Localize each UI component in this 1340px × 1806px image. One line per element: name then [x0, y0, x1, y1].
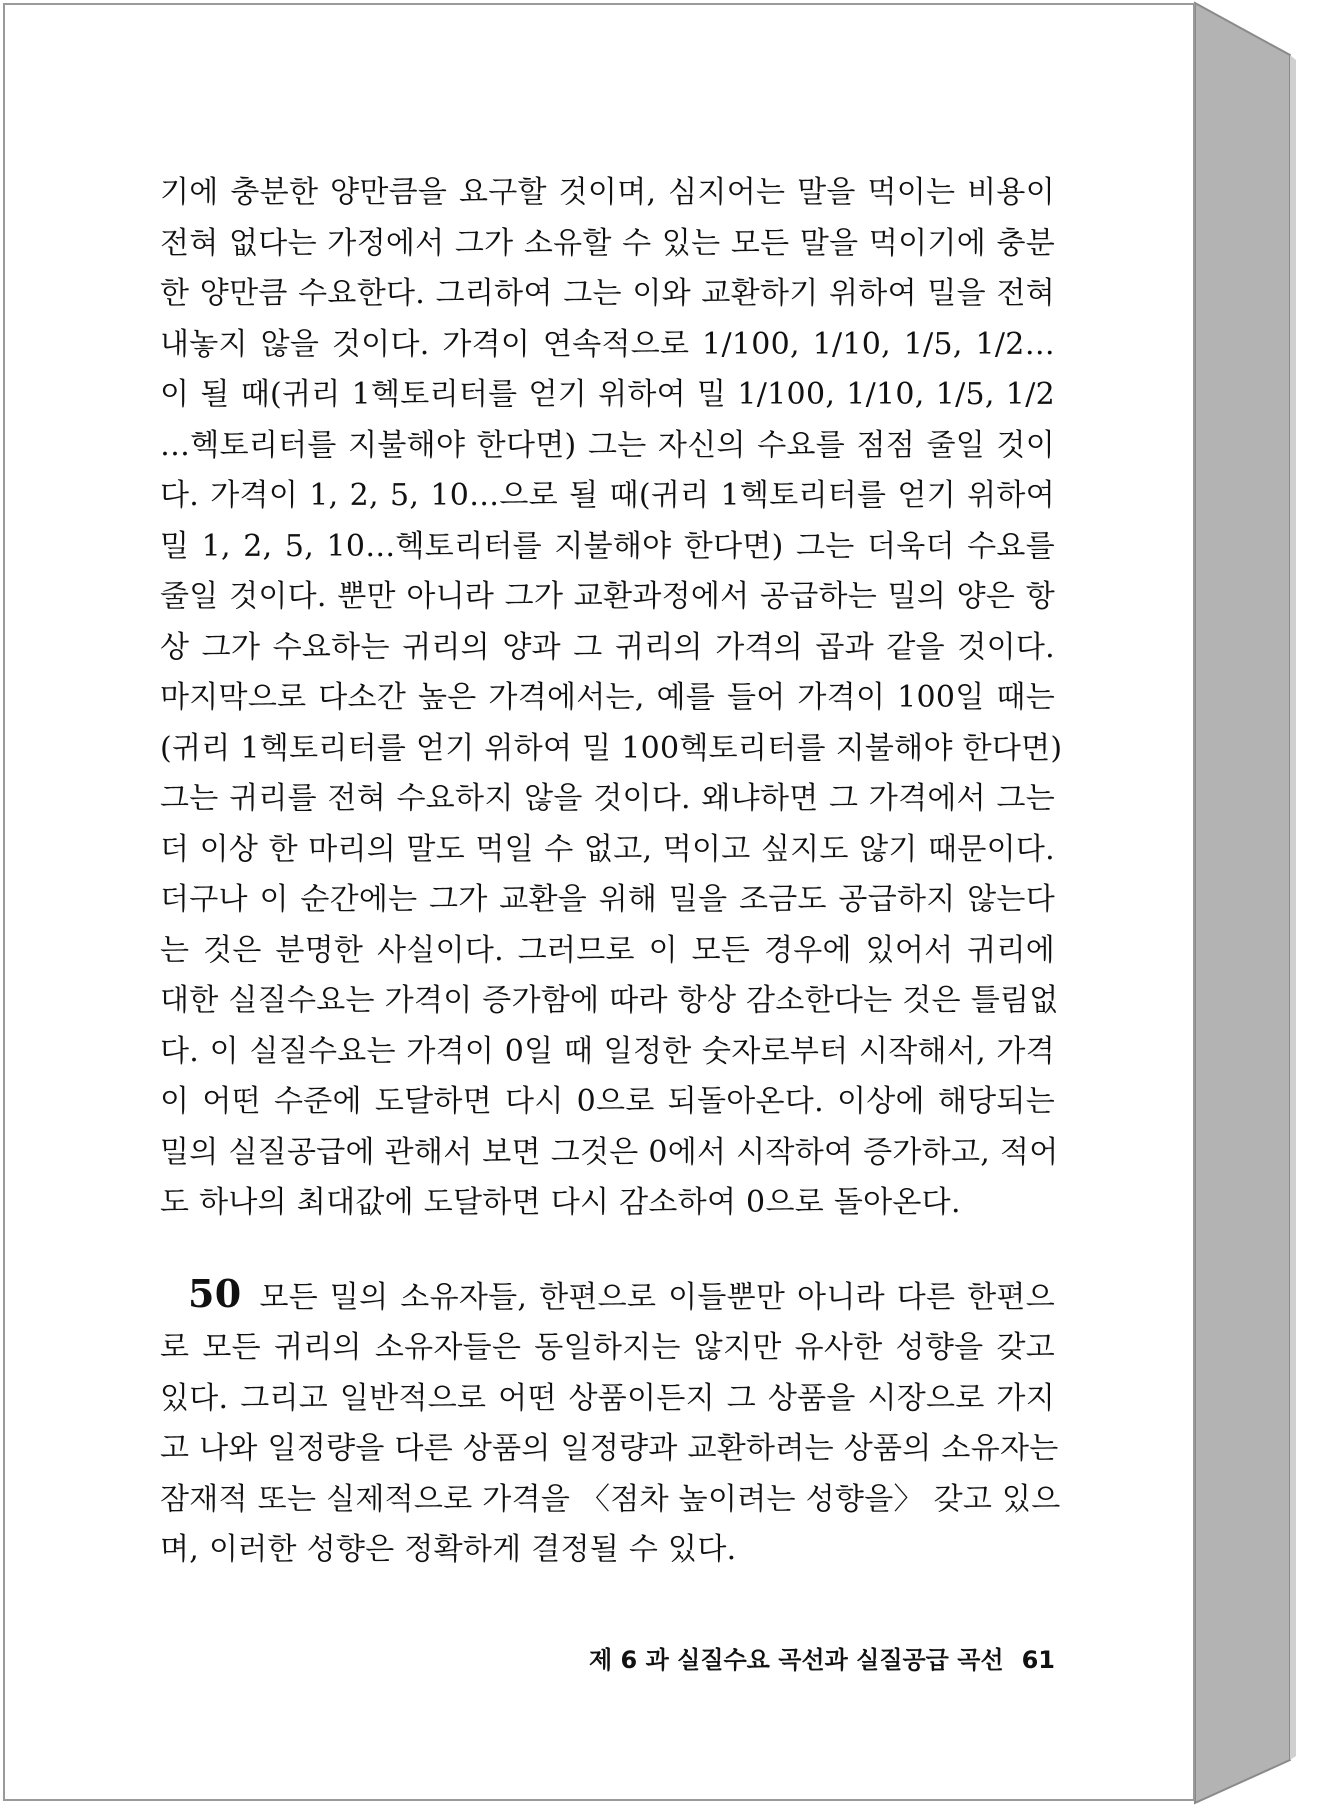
text-line: (귀리 1헥토리터를 얻기 위하여 밀 100헥토리터를 지불해야 한다면): [160, 730, 1063, 766]
running-footer: [500, 1640, 1055, 1675]
chapter-title: 제 6 과 실질수요 곡선과 실질공급 곡선: [589, 1646, 1004, 1674]
text-line: 모든 밀의 소유자들, 한편으로 이들뿐만 아니라 다른 한편으: [259, 1279, 1055, 1315]
text-line: 이 될 때(귀리 1헥토리터를 얻기 위하여 밀 1/100, 1/10, 1/5, 1/2: [160, 377, 1055, 412]
text-line: 며, 이러한 성향은 정확하게 결정될 수 있다.: [160, 1532, 737, 1567]
text-line: 잠재적 또는 실제적으로 가격을 〈점차 높이려는 성향을〉 갖고 있으: [160, 1481, 1061, 1517]
text-line: 내놓지 않을 것이다. 가격이 연속적으로 1/100, 1/10, 1/5, 1/2…: [160, 326, 1055, 362]
paragraph-number: 50: [188, 1270, 242, 1316]
text-line: 밀 1, 2, 5, 10…헥토리터를 지불해야 한다면) 그는 더욱더 수요를: [160, 528, 1055, 564]
text-line: 더 이상 한 마리의 말도 먹일 수 없고, 먹이고 싶지도 않기 때문이다.: [160, 831, 1055, 867]
text-line: 한 양만큼 수요한다. 그리하여 그는 이와 교환하기 위하여 밀을 전혀: [160, 276, 1055, 311]
text-line: 전혀 없다는 가정에서 그가 소유할 수 있는 모든 말을 먹이기에 충분: [160, 225, 1055, 261]
text-line: 고 나와 일정량을 다른 상품의 일정량과 교환하려는 상품의 소유자는: [160, 1431, 1059, 1466]
text-line: 다. 가격이 1, 2, 5, 10…으로 될 때(귀리 1헥토리터를 얻기 위하여: [160, 478, 1055, 513]
text-line: 도 하나의 최대값에 도달하면 다시 감소하여 0으로 돌아온다.: [160, 1185, 961, 1220]
text-line: …헥토리터를 지불해야 한다면) 그는 자신의 수요를 점점 줄일 것이: [160, 427, 1055, 463]
text-line: 는 것은 분명한 사실이다. 그러므로 이 모든 경우에 있어서 귀리에: [160, 932, 1055, 968]
text-line-first: [160, 1269, 1055, 1324]
page-body: [160, 168, 1063, 1576]
text-line: 밀의 실질공급에 관해서 보면 그것은 0에서 시작하여 증가하고, 적어: [160, 1134, 1059, 1170]
text-line: 있다. 그리고 일반적으로 어떤 상품이든지 그 상품을 시장으로 가지: [160, 1380, 1055, 1416]
text-line: 그는 귀리를 전혀 수요하지 않을 것이다. 왜냐하면 그 가격에서 그는: [160, 781, 1055, 816]
text-line: 로 모든 귀리의 소유자들은 동일하지는 않지만 유사한 성향을 갖고: [160, 1330, 1055, 1365]
text-line: 기에 충분한 양만큼을 요구할 것이며, 심지어는 말을 먹이는 비용이: [160, 175, 1055, 210]
paragraph-50: [160, 1269, 1061, 1576]
text-line: 줄일 것이다. 뿐만 아니라 그가 교환과정에서 공급하는 밀의 양은 항: [160, 579, 1055, 614]
page-number: 61: [1021, 1646, 1055, 1674]
text-line: 더구나 이 순간에는 그가 교환을 위해 밀을 조금도 공급하지 않는다: [160, 882, 1055, 917]
text-line: 상 그가 수요하는 귀리의 양과 그 귀리의 가격의 곱과 같을 것이다.: [160, 629, 1055, 665]
text-line: 대한 실질수요는 가격이 증가함에 따라 항상 감소한다는 것은 틀림없: [160, 983, 1059, 1018]
text-line: 다. 이 실질수요는 가격이 0일 때 일정한 숫자로부터 시작해서, 가격: [160, 1033, 1055, 1069]
paragraph-49-continued: [160, 168, 1063, 1229]
text-line: 이 어떤 수준에 도달하면 다시 0으로 되돌아온다. 이상에 해당되는: [160, 1084, 1055, 1119]
text-line: 마지막으로 다소간 높은 가격에서는, 예를 들어 가격이 100일 때는: [160, 680, 1055, 715]
